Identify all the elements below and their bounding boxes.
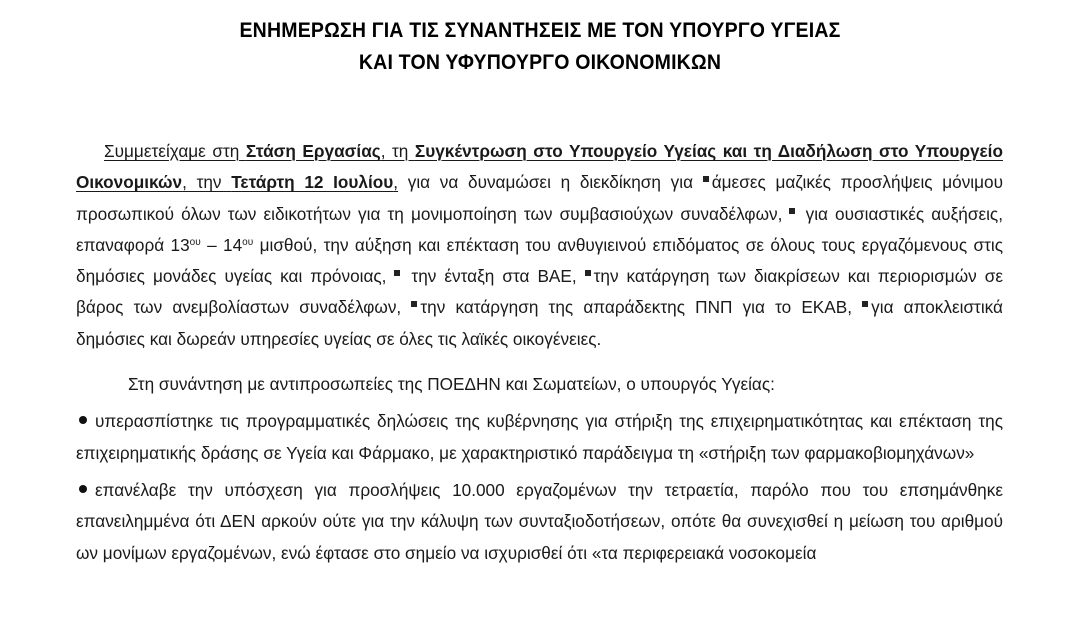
demand-raises: για ουσιαστικές αυξήσεις, επαναφορά 13 xyxy=(76,203,1003,255)
demand-discrimination: την κατάργηση των διακρίσεων και περιορισμών σε βάρος των ανεμβολίαστων συναδέλφων, xyxy=(76,266,1003,318)
demand-bae: την ένταξη στα ΒΑΕ, xyxy=(403,266,585,287)
rally-bold: Συγκέντρωση στο Υπουργείο Υγείας και τη Διαδήλωση στο Υπουργείο Οικονομικών xyxy=(76,141,1003,193)
square-bullet-icon xyxy=(789,208,795,214)
bullet-item xyxy=(76,475,1003,569)
intro-text: , την xyxy=(182,172,232,193)
bullet-text: επανέλαβε την υπόσχεση για προσλήψεις 10.000 εργαζομένων την τετραετία, παρόλο που του επσημάνθηκε επανειλημμένα ότι ΔΕΝ αρκούν ούτε για την κάλυψη των συνταξιοδοτήσεων, οπότε θα συνεχισθεί η μείωση του αριθμού ων μονίμων εργαζομένων, ενώ έφτασε στο σημείο να ισχυρισθεί ότι «τα περιφερειακά νοσοκομεία xyxy=(76,479,1003,563)
demand-ekab: την κατάργηση της απαράδεκτης ΠΝΠ για το ΕΚΑΒ, xyxy=(420,297,863,318)
date-bold: Τετάρτη 12 Ιουλίου xyxy=(231,172,394,193)
demand-public-health: για αποκλειστικά δημόσιες και δωρεάν υπηρεσίες υγείας σε όλες τις λαϊκές οικογένειες. xyxy=(76,297,1003,349)
ordinal-superscript: ου xyxy=(189,236,201,248)
demand-raises: – 14 xyxy=(200,234,243,255)
square-bullet-icon xyxy=(394,270,400,276)
document-title-line-2: ΚΑΙ ΤΟΝ ΥΦΥΠΟΥΡΓΟ ΟΙΚΟΝΟΜΙΚΩΝ xyxy=(358,51,722,74)
ordinal-superscript: ου xyxy=(242,236,254,248)
round-bullet-icon xyxy=(79,416,87,424)
work-stoppage-bold: Στάση Εργασίας xyxy=(245,141,381,161)
round-bullet-icon xyxy=(79,485,87,493)
intro-text: , τη xyxy=(380,141,415,161)
square-bullet-icon xyxy=(862,301,868,307)
document-body xyxy=(76,136,1003,569)
intro-text: , xyxy=(393,172,399,193)
intro-paragraph xyxy=(76,136,1003,355)
document-title-line-1: ΕΝΗΜΕΡΩΣΗ ΓΙΑ ΤΙΣ ΣΥΝΑΝΤΗΣΕΙΣ ΜΕ ΤΟΝ ΥΠΟΥΡΓΟ ΥΓΕΙΑΣ xyxy=(239,19,841,42)
square-bullet-icon xyxy=(703,176,709,182)
demand-hiring: άμεσες μαζικές προσλήψεις μόνιμου προσωπικού όλων των ειδικοτήτων για τη μονιμοποίηση των συμβασιούχων συναδέλφων, xyxy=(76,172,1003,224)
meeting-intro-paragraph: Στη συνάντηση με αντιπροσωπείες της ΠΟΕΔΗΝ και Σωματείων, ο υπουργός Υγείας: xyxy=(128,374,775,395)
square-bullet-icon xyxy=(585,270,591,276)
intro-text: Συμμετείχαμε στη xyxy=(104,141,246,161)
bullet-item xyxy=(76,406,1003,469)
demand-raises: μισθού, την αύξηση και επέκταση του ανθυγιεινού επιδόματος σε όλους τους εργαζόμενους στις δημόσιες μονάδες υγείας και πρόνοιας, xyxy=(76,234,1003,287)
square-bullet-icon xyxy=(411,301,417,307)
intro-text: για να δυναμώσει η διεκδίκηση για xyxy=(398,172,703,193)
bullet-text: υπερασπίστηκε τις προγραμματικές δηλώσεις της κυβέρνησης για στήριξη της επιχειρηματικότητας και επέκταση της επιχειρηματικής δράσης σε Υγεία και Φάρμακο, με χαρακτηριστικό παράδειγμα τη «στήριξη των φαρμακοβιομηχάνων» xyxy=(76,411,1003,463)
